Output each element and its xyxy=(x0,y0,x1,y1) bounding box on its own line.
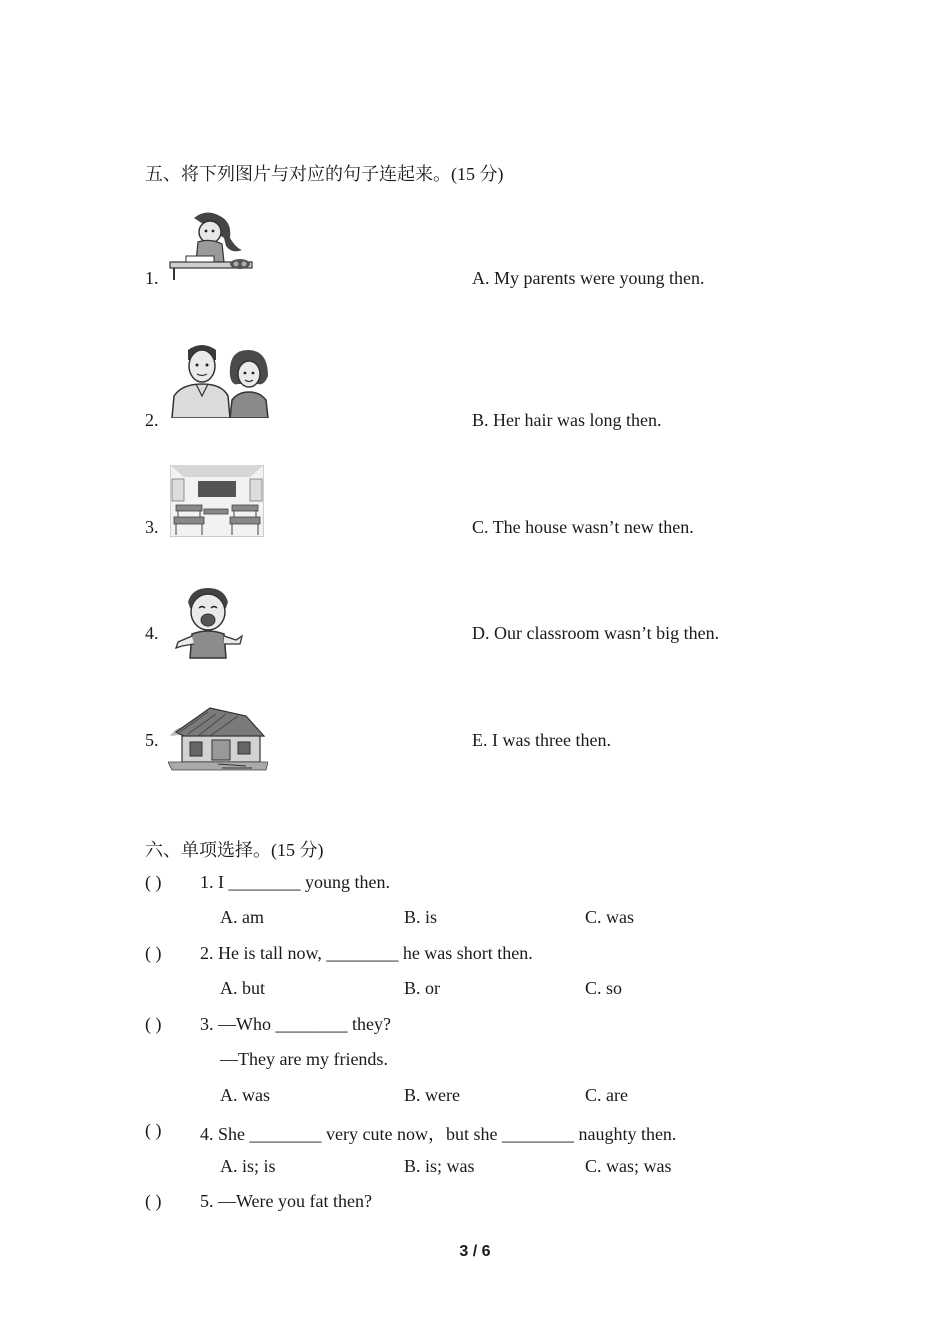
answer-paren-2[interactable]: ( ) xyxy=(145,943,162,963)
question-3: 3. —Who ________ they? xyxy=(200,1014,391,1034)
sentence-a: A. My parents were young then. xyxy=(472,268,705,288)
item-5-number: 5. xyxy=(145,730,159,750)
q1-option-a: A. am xyxy=(220,907,264,927)
answer-paren-4[interactable]: ( ) xyxy=(145,1120,162,1140)
item-1-number: 1. xyxy=(145,268,159,288)
q4-option-b: B. is; was xyxy=(404,1156,475,1176)
q3-followup: —They are my friends. xyxy=(220,1049,388,1069)
question-2: 2. He is tall now, ________ he was short then. xyxy=(200,943,533,963)
classroom-picture xyxy=(170,465,264,537)
q3-option-b: B. were xyxy=(404,1085,460,1105)
item-3-number: 3. xyxy=(145,517,159,537)
section-5-title: 五、将下列图片与对应的句子连起来。(15 分) xyxy=(145,164,504,184)
laughing-child-picture xyxy=(172,586,244,660)
answer-paren-5[interactable]: ( ) xyxy=(145,1191,162,1211)
q2-option-a: A. but xyxy=(220,978,265,998)
page-number: 3 / 6 xyxy=(459,1243,491,1260)
old-house-picture xyxy=(168,702,268,772)
question-4: 4. She ________ very cute now，but she ________ naughty then. xyxy=(200,1124,677,1144)
section-6-title: 六、单项选择。(15 分) xyxy=(145,840,324,860)
item-2-number: 2. xyxy=(145,410,159,430)
girl-writing-at-desk-picture xyxy=(166,208,256,282)
sentence-e: E. I was three then. xyxy=(472,730,611,750)
q1-option-c: C. was xyxy=(585,907,634,927)
sentence-b: B. Her hair was long then. xyxy=(472,410,662,430)
item-4-number: 4. xyxy=(145,623,159,643)
answer-paren-1[interactable]: ( ) xyxy=(145,872,162,892)
q3-option-a: A. was xyxy=(220,1085,270,1105)
q1-option-b: B. is xyxy=(404,907,438,927)
question-5: 5. —Were you fat then? xyxy=(200,1191,372,1211)
sentence-d: D. Our classroom wasn’t big then. xyxy=(472,623,720,643)
sentence-c: C. The house wasn’t new then. xyxy=(472,517,694,537)
q2-option-b: B. or xyxy=(404,978,440,998)
q4-option-c: C. was; was xyxy=(585,1156,672,1176)
question-1: 1. I ________ young then. xyxy=(200,872,390,892)
q2-option-c: C. so xyxy=(585,978,623,998)
q4-option-a: A. is; is xyxy=(220,1156,276,1176)
q3-option-c: C. are xyxy=(585,1085,628,1105)
answer-paren-3[interactable]: ( ) xyxy=(145,1014,162,1034)
young-couple-picture xyxy=(168,340,272,418)
